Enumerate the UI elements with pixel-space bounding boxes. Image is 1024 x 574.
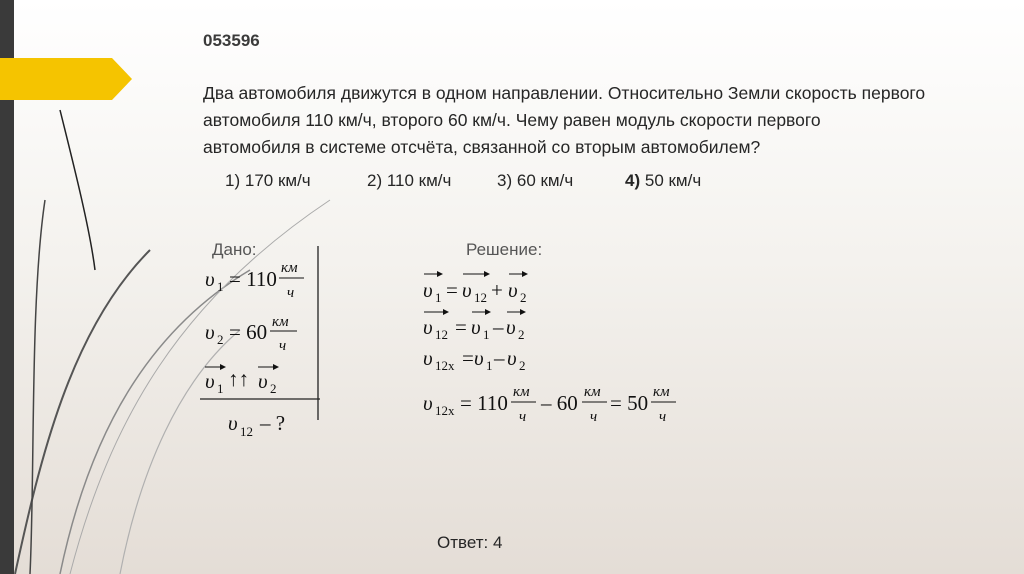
svg-text:υ: υ <box>205 320 215 344</box>
given-direction <box>205 367 278 396</box>
svg-text:12: 12 <box>474 290 487 305</box>
svg-text:υ: υ <box>258 369 268 393</box>
svg-text:– 60: – 60 <box>541 391 578 415</box>
svg-text:12x: 12x <box>435 358 455 373</box>
svg-text:2: 2 <box>270 381 277 396</box>
svg-text:+: + <box>491 278 503 302</box>
task-id: 053596 <box>203 31 260 50</box>
solution-line-4 <box>423 384 676 425</box>
svg-text:=: = <box>455 315 467 339</box>
svg-text:2: 2 <box>217 332 224 347</box>
svg-text:υ: υ <box>423 346 433 370</box>
svg-text:υ: υ <box>228 411 238 435</box>
svg-text:1: 1 <box>217 381 224 396</box>
svg-text:ч: ч <box>659 409 667 425</box>
svg-text:1: 1 <box>486 358 493 373</box>
problem-line: автомобиля в системе отсчёта, связанной со вторым автомобилем? <box>203 137 761 157</box>
svg-text:12: 12 <box>240 424 253 439</box>
svg-text:1: 1 <box>217 279 224 294</box>
problem-line: автомобиля 110 км/ч, второго 60 км/ч. Чему равен модуль скорости первого <box>203 110 821 130</box>
svg-text:= 60: = 60 <box>229 320 268 344</box>
option-3: 3) 60 км/ч <box>497 171 574 190</box>
svg-text:υ: υ <box>462 278 472 302</box>
given-v2 <box>205 314 297 354</box>
svg-text:υ: υ <box>508 278 518 302</box>
answer-text: Ответ: 4 <box>437 533 503 552</box>
option-2: 2) 110 км/ч <box>367 171 452 190</box>
svg-text:υ: υ <box>474 346 484 370</box>
svg-text:υ: υ <box>423 278 433 302</box>
svg-text:ч: ч <box>279 338 287 354</box>
svg-text:υ: υ <box>205 369 215 393</box>
solution-line-3 <box>423 346 526 373</box>
svg-text:ч: ч <box>287 285 295 301</box>
svg-text:=: = <box>462 346 474 370</box>
svg-text:1: 1 <box>435 290 442 305</box>
svg-text:12: 12 <box>435 327 448 342</box>
svg-text:км: км <box>272 314 289 330</box>
svg-text:υ: υ <box>205 267 215 291</box>
svg-text:1: 1 <box>483 327 490 342</box>
svg-text:2: 2 <box>520 290 527 305</box>
svg-text:υ: υ <box>423 391 433 415</box>
svg-text:ч: ч <box>590 409 598 425</box>
svg-text:υ: υ <box>507 346 517 370</box>
solution-title: Решение: <box>466 240 543 259</box>
svg-text:–: – <box>494 346 505 370</box>
problem-line: Два автомобиля движутся в одном направлении. Относительно Земли скорость первого <box>203 83 926 103</box>
svg-text:= 110: = 110 <box>229 267 277 291</box>
svg-text:↑↑: ↑↑ <box>228 367 249 391</box>
given-find <box>228 411 285 439</box>
svg-text:=: = <box>446 278 458 302</box>
svg-text:υ: υ <box>506 315 516 339</box>
option-1: 1) 170 км/ч <box>225 171 311 190</box>
svg-text:ч: ч <box>519 409 527 425</box>
svg-text:км: км <box>584 384 601 400</box>
svg-text:км: км <box>653 384 670 400</box>
solution-line-1 <box>423 274 527 305</box>
solution-line-2 <box>423 312 525 342</box>
given-title: Дано: <box>212 240 257 259</box>
svg-text:2: 2 <box>519 358 526 373</box>
svg-text:– ?: – ? <box>260 411 286 435</box>
svg-text:км: км <box>281 260 298 276</box>
svg-text:2: 2 <box>518 327 525 342</box>
given-v1 <box>205 260 304 301</box>
svg-text:= 110: = 110 <box>460 391 508 415</box>
svg-text:км: км <box>513 384 530 400</box>
svg-text:–: – <box>493 315 504 339</box>
svg-text:12x: 12x <box>435 403 455 418</box>
svg-text:υ: υ <box>471 315 481 339</box>
svg-text:= 50: = 50 <box>610 391 649 415</box>
option-4: 4) 50 км/ч <box>625 171 702 190</box>
svg-text:υ: υ <box>423 315 433 339</box>
